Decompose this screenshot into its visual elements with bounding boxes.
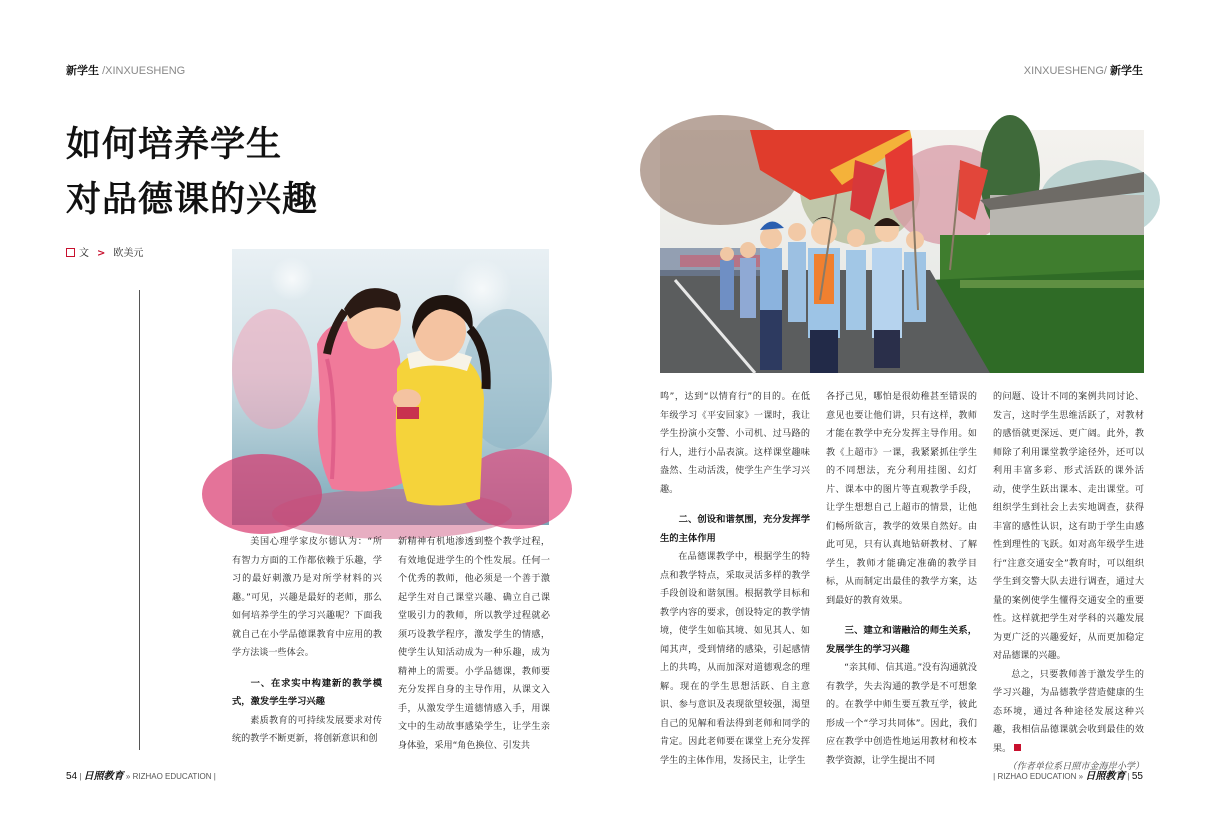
paragraph: 在品德课教学中，根据学生的特点和教学特点，采取灵活多样的教学手段创设和谐氛围。根据教学目标和教学内容的要求，创设特定的教学情境，使学生如临其境、如见其人、如闻其声，受到情绪的感染，引起感情上的共鸣，从而加深对道德观念的理解。现在的学生思想活跃、自主意识、参与意识及表现欲望较强，渴望自己的见解和看法得到老师和同学的肯定。因此老师要在课堂上充分发挥学生的主体作用，发扬民主，让学生 <box>660 552 810 766</box>
magazine-logo: 日照教育 <box>1085 771 1126 782</box>
footer-arrows: » <box>1078 772 1084 781</box>
arrow-icon: > <box>97 248 106 259</box>
red-square-icon <box>66 248 75 257</box>
closing-paragraph: 总之，只要教师善于激发学生的学习兴趣，为品德教学营造健康的生态环境，通过各种途径发展这种兴趣，我相信品德课就会收到最佳的效果。 <box>993 669 1144 754</box>
magazine-logo: 日照教育 <box>83 771 124 782</box>
paragraph: “亲其师、信其道。”没有沟通就没有教学，失去沟通的教学是不可想象的。在教学中师生要互教互学，彼此形成一个“学习共同体”。因此，我们应在教学中创造性地运用教材和校本教学资源，让学生提出不同 <box>826 663 977 766</box>
header-cn: 新学生 <box>66 64 99 77</box>
author-name: 欧美元 <box>113 248 144 259</box>
photo-two-girls <box>232 249 549 525</box>
text-column-5 <box>993 388 1144 772</box>
article-title-line-2: 对品德课的兴趣 <box>66 180 319 220</box>
section-heading-1: 一、在求实中构建新的教学模式，激发学生学习兴趣 <box>232 677 382 707</box>
header-en: XINXUESHENG <box>105 65 186 77</box>
vertical-rule <box>139 290 140 750</box>
paragraph: 素质教育的可持续发展要求对传统的教学不断更新，将创新意识和创 <box>232 715 382 744</box>
left-footer: 54 | 日照教育 » RIZHAO EDUCATION | <box>66 771 216 782</box>
text-column-1 <box>232 533 382 763</box>
photo-children-parade <box>660 130 1144 373</box>
right-footer: | RIZHAO EDUCATION » 日照教育 | 55 <box>993 771 1143 782</box>
paragraph: 新精神有机地渗透到整个教学过程，有效地促进学生的个性发展。任何一个优秀的教师，他必须是一个善于激起学生对自己课堂兴趣、确立自己课堂吸引力的教师，所以教学过程就必须巧设教学程序，激发学生的情感，使学生认知活动成为一种乐趣，成为精神上的需要。小学品德课，教师要充分发挥自身的主导作用，从课文入手，从激发学生道德情感入手，用课文中的生动故事感染学生，让学生亲身体验，采用“角色换位、引发共 <box>398 537 550 751</box>
page-number: 55 <box>1131 771 1143 782</box>
footer-arrows: » <box>125 772 131 781</box>
end-mark-icon <box>1014 744 1021 751</box>
byline <box>66 244 143 259</box>
header-en: XINXUESHENG <box>1023 65 1104 77</box>
paragraph: 各抒己见，哪怕是很幼稚甚至错误的意见也要让他们讲，只有这样，教师才能在教学中充分发挥主导作用。如教《上超市》一课，我紧紧抓住学生的不同想法，充分利用挂图、幻灯片、课本中的图片等直观教学手段，让学生想想自己上超市的情景，让他们畅所欲言，教学的效果自然好。由此可见，只有认真地钻研教材、了解学生，教师才能确定准确的教学目标，从而制定出最佳的教学方案，达到最好的教育效果。 <box>826 392 977 606</box>
text-column-4 <box>826 388 977 766</box>
paragraph: 的问题、设计不同的案例共同讨论、发言，这时学生思维活跃了，对教材的感悟就更深远、更广阔。此外，教师除了利用课堂教学途径外，还可以利用丰富多彩、形式活跃的课外活动，使学生跃出课本、走出课堂。可组织学生到社会上去实地调查，获得丰富的感性认识，这有助于学生由感性到理性的飞跃。如对高年级学生进行“注意交通安全”教育时，可以组织学生到交警大队去进行调查，通过大量的案例使学生懂得交通安全的重要性。这样就把学生对学科的兴趣发展为更广泛的兴趣爱好，从而更加稳定对品德课的兴趣。 <box>993 392 1144 661</box>
header-cn: 新学生 <box>1110 64 1143 77</box>
section-heading-3: 三、建立和谐融洽的师生关系，发展学生的学习兴趣 <box>826 625 977 655</box>
section-heading-2: 二、创设和谐氛围，充分发挥学生的主体作用 <box>660 514 810 544</box>
right-running-header <box>1024 62 1143 78</box>
byline-label: 文 <box>79 248 89 259</box>
paragraph: 鸣”，达到“以情育行”的目的。在低年级学习《平安回家》一课时，我让学生扮演小交警、小司机、过马路的行人，进行小品表演。这样课堂趣味盎然、生动活泼，使学生产生学习兴趣。 <box>660 392 810 495</box>
text-column-3 <box>660 388 810 766</box>
magazine-name-en: RIZHAO EDUCATION <box>132 772 212 781</box>
text-column-2 <box>398 533 550 763</box>
left-running-header <box>66 62 185 78</box>
paragraph: 美国心理学家皮尔德认为：“所有智力方面的工作都依赖于乐趣，学习的最好刺激乃是对所学材料的兴趣。”可见，兴趣是最好的老师，那么如何培养学生的学习兴趣呢？下面我就自己在小学品德课教育中应用的教学方法谈一些体会。 <box>232 537 382 658</box>
article-title-line-1: 如何培养学生 <box>66 125 283 165</box>
magazine-name-en: RIZHAO EDUCATION <box>997 772 1077 781</box>
paragraph <box>993 666 1144 759</box>
header-sep: / <box>102 65 106 77</box>
page-number: 54 <box>66 771 78 782</box>
author-affiliation: （作者单位系日照市金海岸小学） <box>1007 762 1144 772</box>
header-sep: / <box>1103 65 1107 77</box>
